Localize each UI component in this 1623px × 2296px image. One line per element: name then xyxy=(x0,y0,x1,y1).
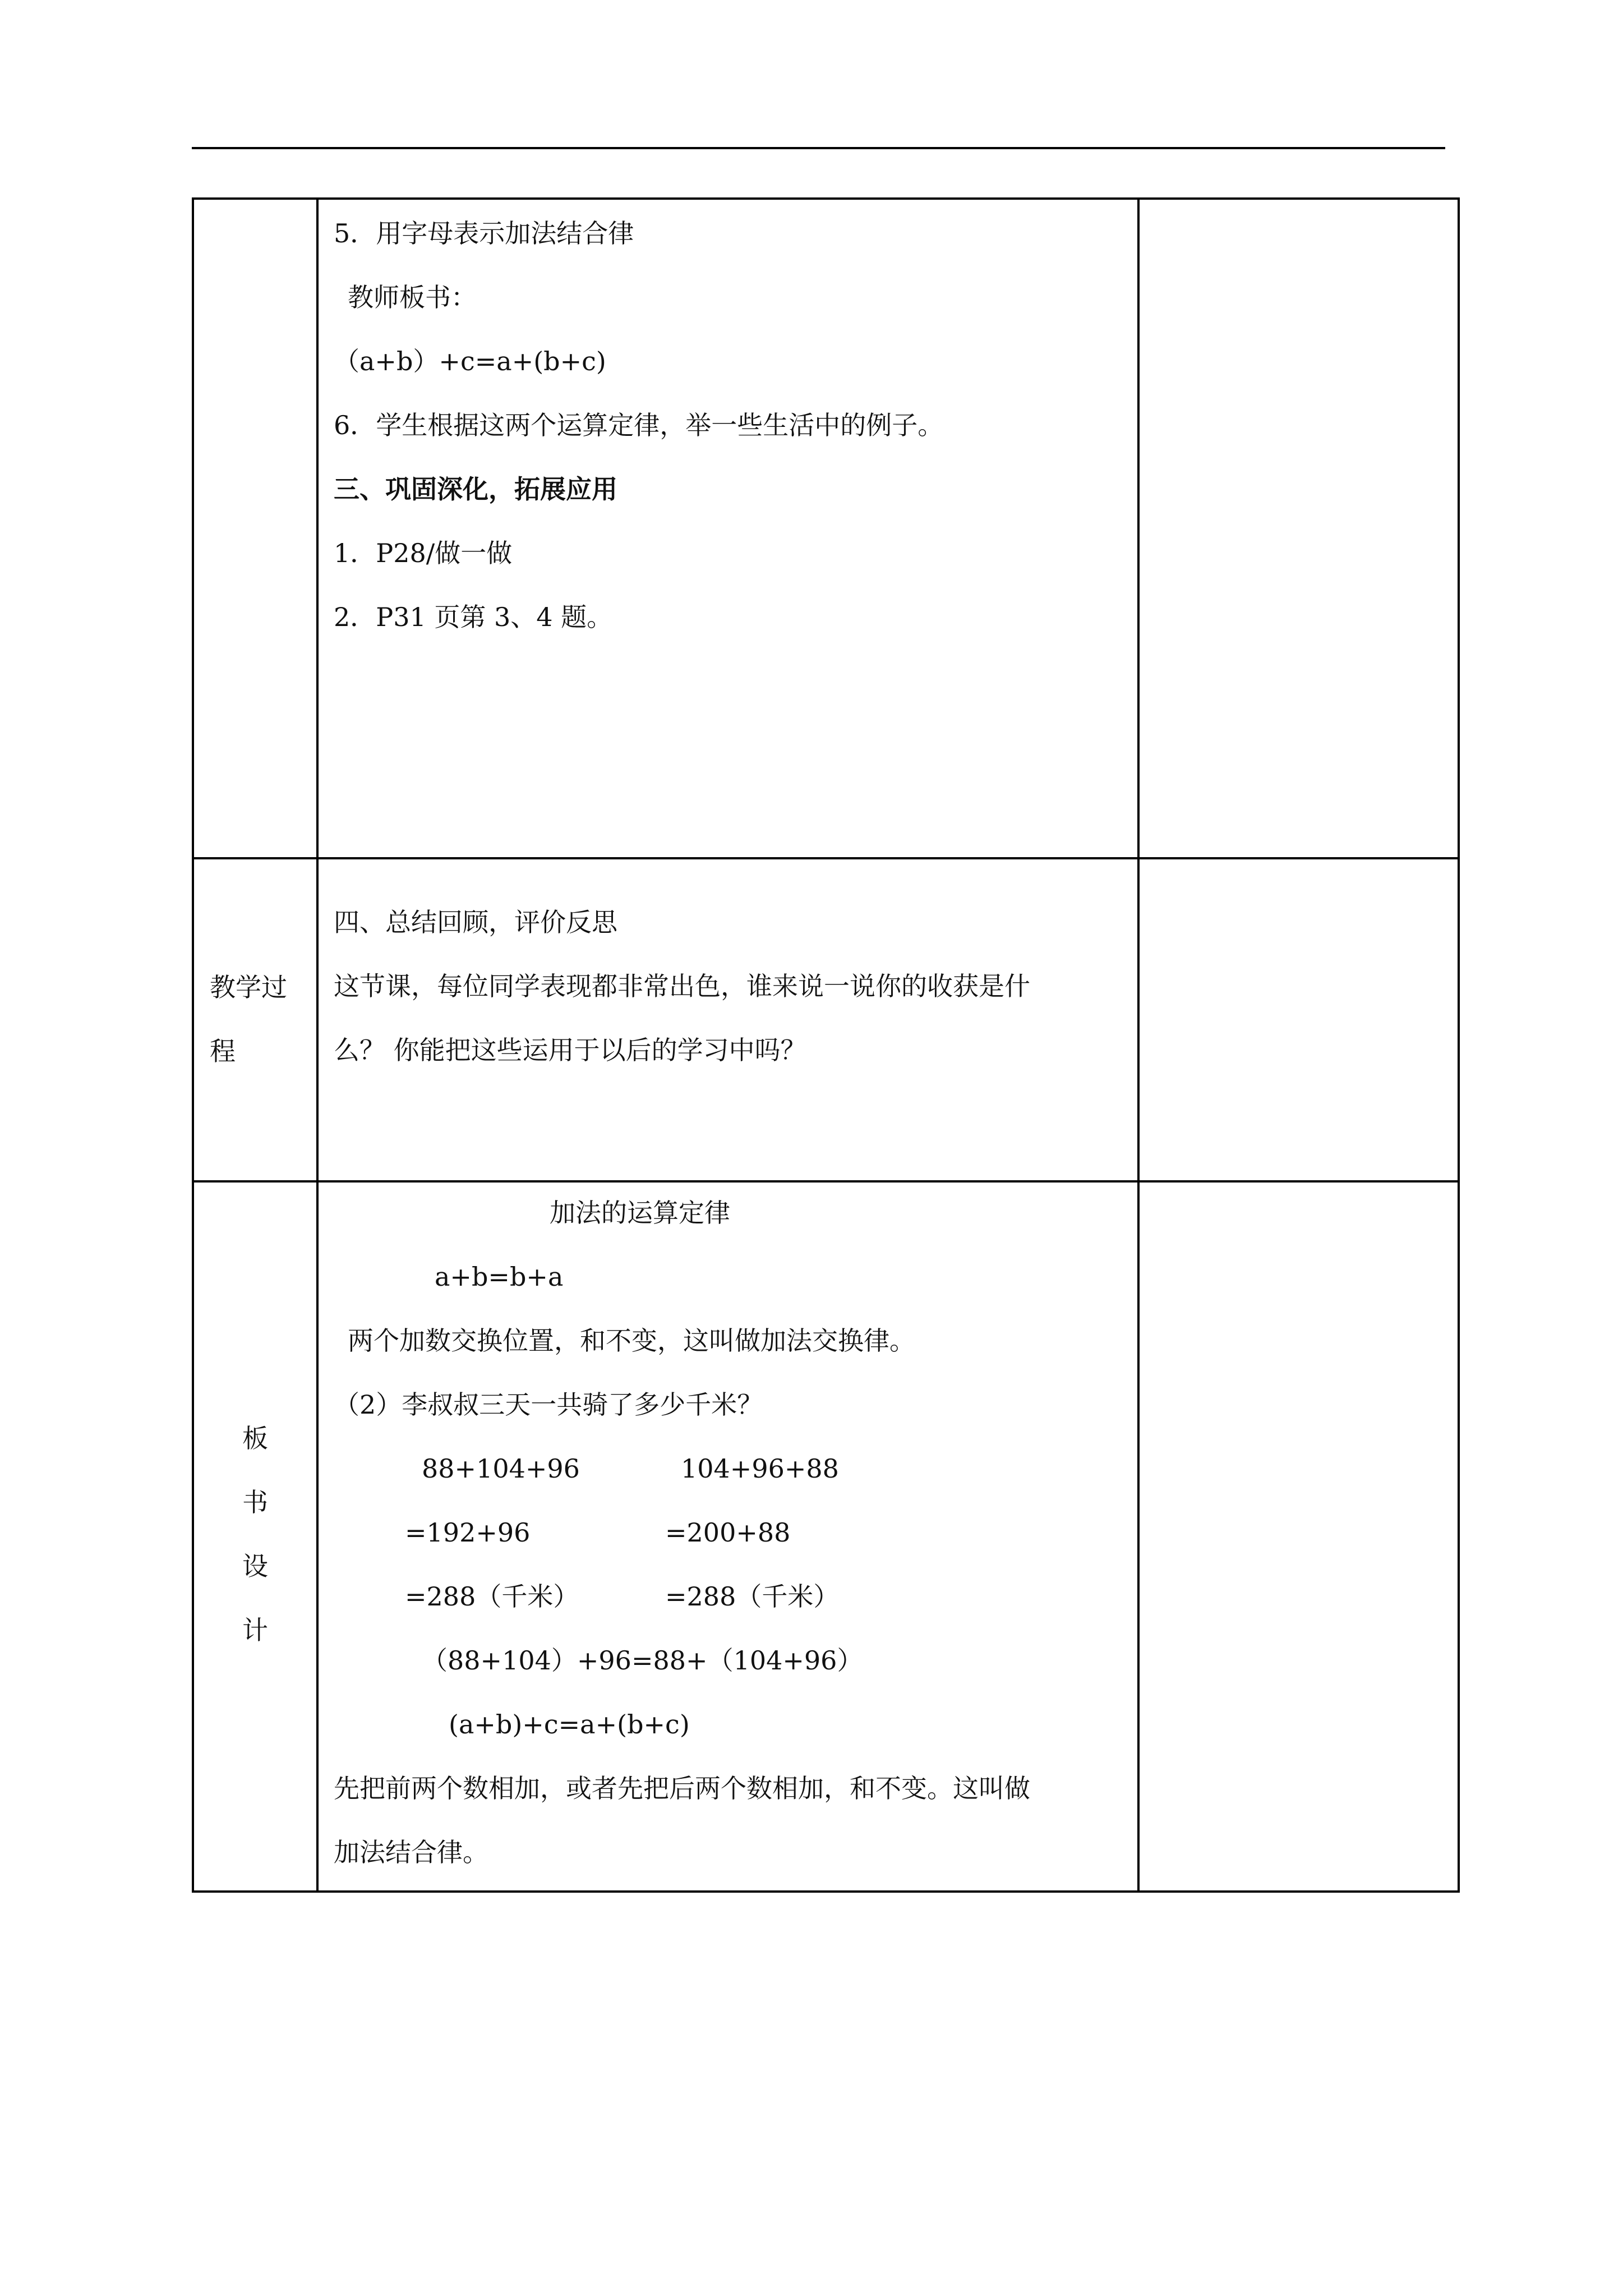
step5-text: 5．用字母表示加法结合律 xyxy=(334,218,634,249)
board-title: 加法的运算定律 xyxy=(550,1198,730,1228)
section4-heading: 四、总结回顾，评价反思 xyxy=(334,907,617,937)
row3-label-cell xyxy=(192,1180,319,1893)
calc-right-line1: 104+96+88 xyxy=(681,1453,839,1484)
question-text: （2）李叔叔三天一共骑了多少千米？ xyxy=(334,1389,763,1420)
calc-right-line2: =200+88 xyxy=(665,1517,791,1548)
row2-notes-cell xyxy=(1137,857,1460,1182)
board-design-char-1: 板 xyxy=(242,1423,268,1453)
teaching-process-label-line1: 教学过 xyxy=(210,972,287,1002)
summary-line2: 么？ 你能把这些运用于以后的学习中吗？ xyxy=(334,1035,806,1065)
exercise1-text: 1．P28/做一做 xyxy=(334,538,513,568)
associative-formula: （a+b）+c=a+(b+c) xyxy=(334,346,606,376)
calc-left-line1: 88+104+96 xyxy=(422,1453,580,1484)
board-design-char-4: 计 xyxy=(242,1615,268,1645)
step6-text: 6．学生根据这两个运算定律，举一些生活中的例子。 xyxy=(334,410,944,440)
board-design-char-3: 设 xyxy=(242,1551,268,1581)
row1-notes-cell xyxy=(1137,197,1460,859)
calc-left-line2: =192+96 xyxy=(405,1517,531,1548)
header-rule xyxy=(192,147,1445,149)
row1-label-cell xyxy=(192,197,319,859)
calc-right-line3: =288（千米） xyxy=(665,1581,840,1612)
teaching-process-label-line2: 程 xyxy=(210,1036,236,1066)
exercise2-text: 2．P31 页第 3、4 题。 xyxy=(334,602,613,632)
calc-left-line3: =288（千米） xyxy=(405,1581,579,1612)
row2-label-cell xyxy=(192,857,319,1182)
associative-definition-line2: 加法结合律。 xyxy=(334,1837,488,1867)
associative-equation: （88+104）+96=88+（104+96） xyxy=(422,1645,863,1676)
associative-definition-line1: 先把前两个数相加，或者先把后两个数相加，和不变。这叫做 xyxy=(334,1773,1030,1803)
commutative-definition: 两个加数交换位置，和不变，这叫做加法交换律。 xyxy=(348,1326,915,1356)
section3-heading: 三、巩固深化，拓展应用 xyxy=(334,474,617,504)
commutative-formula: a+b=b+a xyxy=(435,1262,564,1292)
summary-line1: 这节课，每位同学表现都非常出色，谁来说一说你的收获是什 xyxy=(334,971,1030,1001)
teacher-board-label: 教师板书： xyxy=(348,282,477,312)
row3-notes-cell xyxy=(1137,1180,1460,1893)
board-design-char-2: 书 xyxy=(242,1487,268,1517)
associative-formula-board: (a+b)+c=a+(b+c) xyxy=(449,1709,690,1740)
